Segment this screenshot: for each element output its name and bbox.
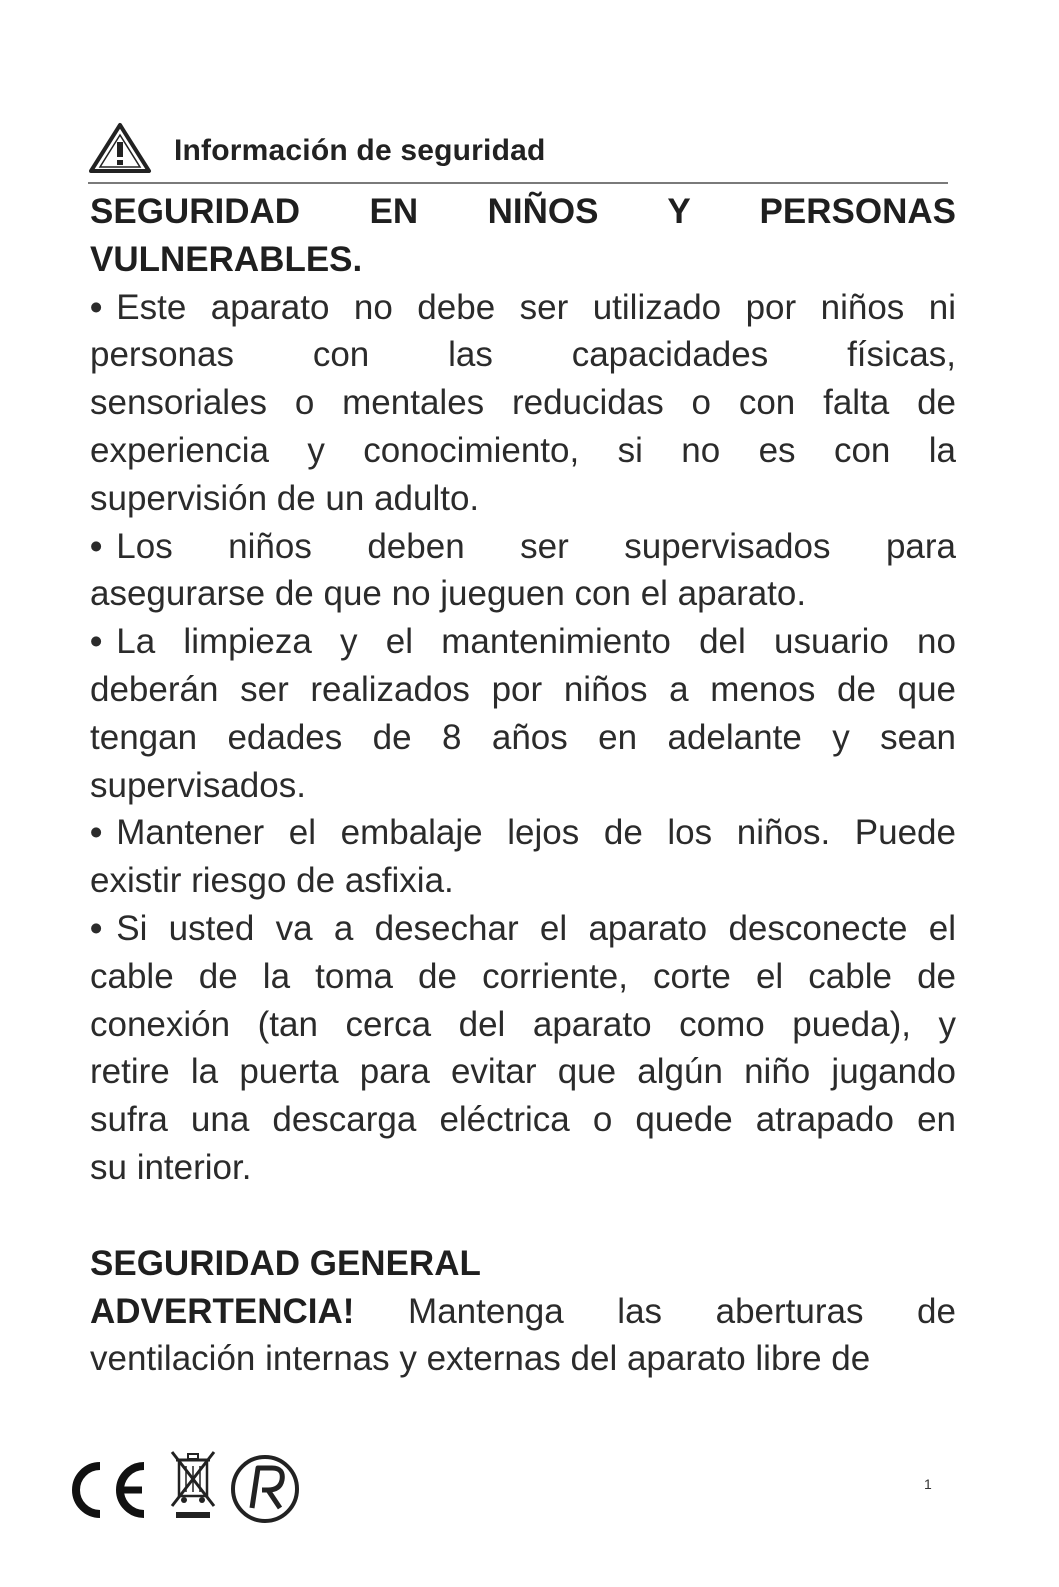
paragraph-line: • Los niños deben ser supervisados para bbox=[90, 526, 956, 566]
paragraph-line: ADVERTENCIA! Mantenga las aberturas de bbox=[90, 1291, 956, 1331]
section-heading-line-2: VULNERABLES. bbox=[90, 239, 363, 279]
heading-word: SEGURIDAD bbox=[90, 192, 301, 231]
paragraph-line: su interior. bbox=[90, 1147, 252, 1187]
paragraph-line: asegurarse de que no jueguen con el aparato. bbox=[90, 574, 807, 614]
paragraph-line: sufra una descarga eléctrica o quede atrapado en bbox=[90, 1100, 956, 1140]
heading-word: Y bbox=[667, 192, 691, 231]
ce-mark-icon bbox=[60, 1458, 152, 1522]
section-gap bbox=[90, 1192, 956, 1240]
paragraph-line: tengan edades de 8 años en adelante y sean bbox=[90, 717, 956, 757]
warning-label: ADVERTENCIA! bbox=[90, 1291, 355, 1331]
paragraph-line: cable de la toma de corriente, corte el cable de bbox=[90, 956, 956, 996]
paragraph-line: ventilación internas y externas del aparato libre de bbox=[90, 1339, 871, 1379]
paragraph-line: supervisados. bbox=[90, 765, 306, 805]
header-title: Información de seguridad bbox=[174, 134, 546, 167]
heading-word: NIÑOS bbox=[487, 192, 599, 231]
section-header bbox=[88, 120, 948, 184]
paragraph-line: personas con las capacidades físicas, bbox=[90, 335, 956, 375]
paragraph-line: • Este aparato no debe ser utilizado por niños ni bbox=[90, 287, 956, 327]
page-number: 1 bbox=[924, 1476, 932, 1492]
document-body bbox=[90, 188, 956, 1383]
section-heading-line-1 bbox=[90, 188, 956, 236]
paragraph-line: • Mantener el embalaje lejos de los niños. Puede bbox=[90, 813, 956, 853]
r-mark-icon bbox=[228, 1452, 302, 1526]
heading-word: EN bbox=[369, 192, 419, 231]
paragraph-line: sensoriales o mentales reducidas o con falta de bbox=[90, 383, 956, 423]
paragraph-line: retire la puerta para evitar que algún niño jugando bbox=[90, 1052, 956, 1092]
warning-triangle-icon bbox=[88, 122, 152, 174]
paragraph-line: • La limpieza y el mantenimiento del usuario no bbox=[90, 622, 956, 662]
weee-crossed-bin-icon bbox=[168, 1448, 218, 1522]
paragraph-line: supervisión de un adulto. bbox=[90, 478, 480, 518]
bullet-icon: • bbox=[90, 622, 103, 662]
certification-logos bbox=[60, 1448, 320, 1528]
bullet-icon: • bbox=[90, 526, 103, 566]
paragraph-line: deberán ser realizados por niños a menos de que bbox=[90, 669, 956, 709]
paragraph-line: • Si usted va a desechar el aparato desconecte el bbox=[90, 908, 956, 948]
paragraph-line: experiencia y conocimiento, si no es con la bbox=[90, 430, 956, 470]
paragraph-line: existir riesgo de asfixia. bbox=[90, 861, 454, 901]
bullet-icon: • bbox=[90, 813, 103, 853]
section-heading-general: SEGURIDAD GENERAL bbox=[90, 1243, 481, 1283]
heading-word: PERSONAS bbox=[759, 192, 956, 231]
paragraph-line: conexión (tan cerca del aparato como pueda), y bbox=[90, 1004, 956, 1044]
bullet-icon: • bbox=[90, 287, 103, 327]
bullet-icon: • bbox=[90, 908, 103, 948]
